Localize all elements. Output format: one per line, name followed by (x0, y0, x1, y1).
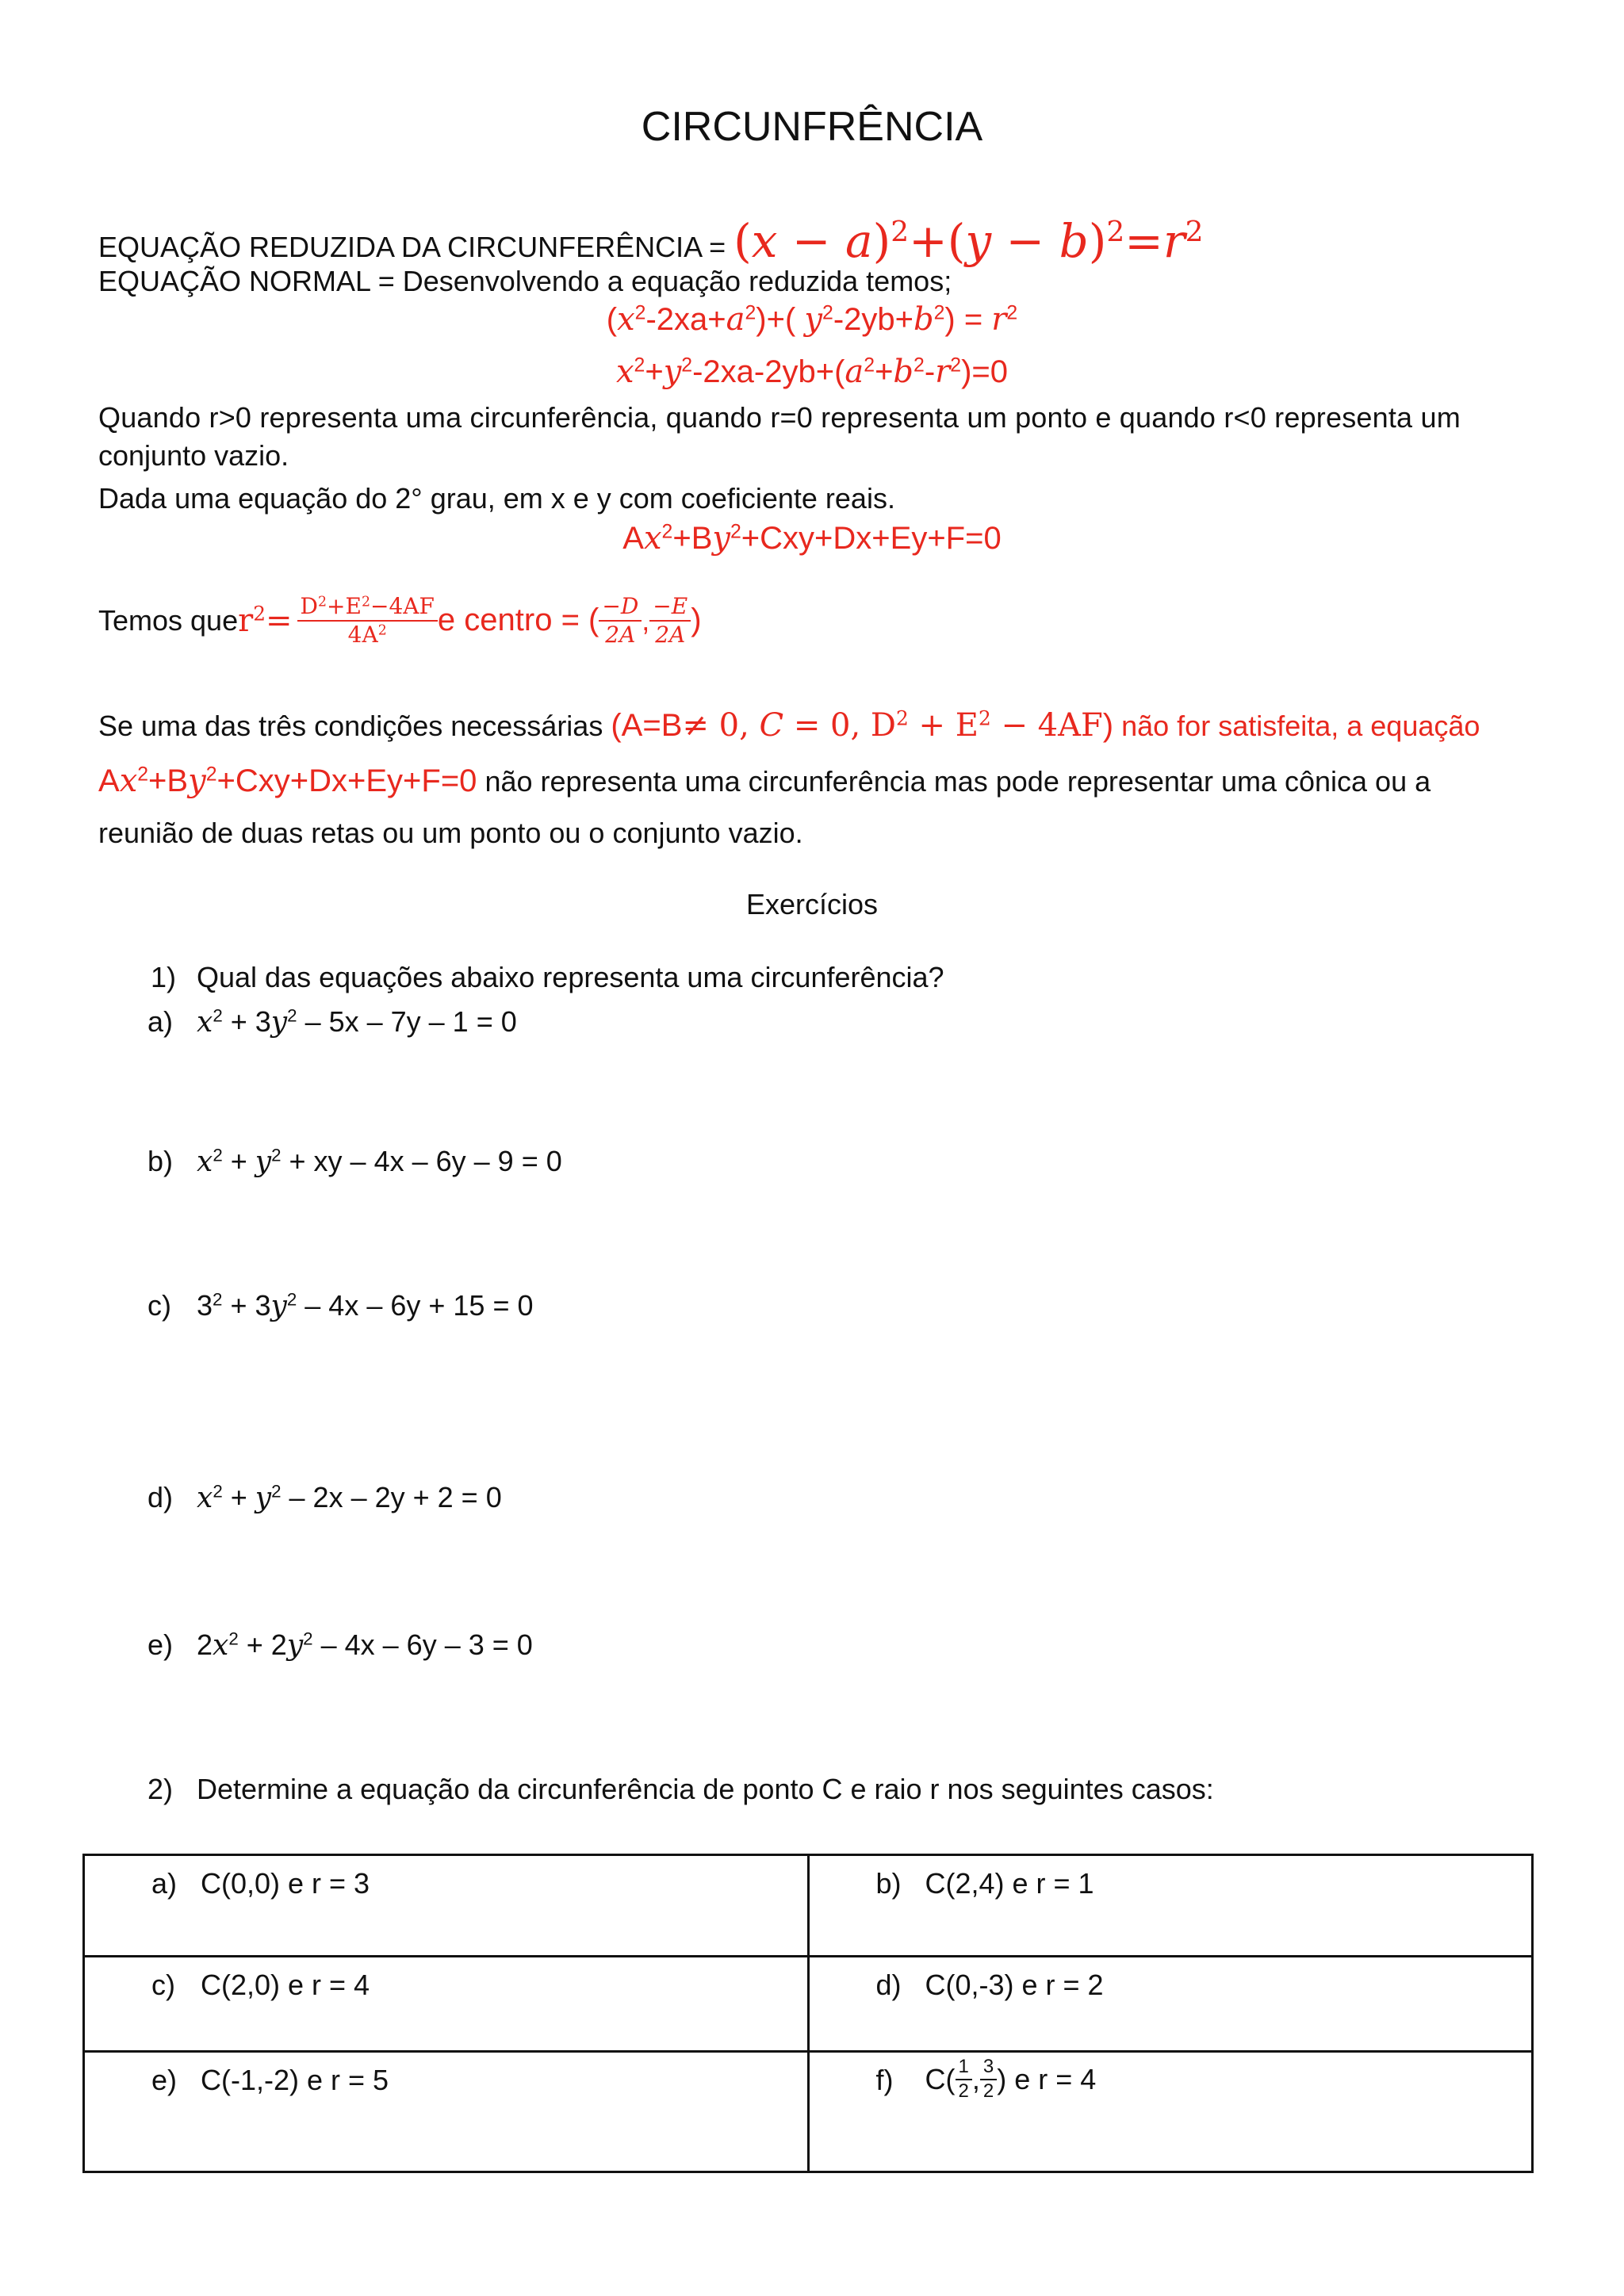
case-a-text: C(0,0) e r = 3 (201, 1867, 370, 1900)
q1-option-c-label: c) (147, 1289, 171, 1322)
case-f-x-denominator: 2 (958, 2080, 969, 2102)
exercises-heading: Exercícios (745, 888, 879, 920)
q1-option-d-label: d) (147, 1481, 174, 1513)
cases-table (82, 1854, 1534, 2173)
case-d-text: C(0,-3) e r = 2 (925, 1969, 1104, 2001)
center-x-denominator: 2A (605, 621, 636, 648)
case-c-cell (84, 1957, 809, 2052)
r-squared: $r^2=$ (238, 601, 293, 639)
case-b-cell (808, 1855, 1533, 1957)
q1-option-a-equation: $x^2 + 3y^2 - 5x - 7y - 1 = 0$ (197, 1005, 517, 1039)
question-1-number: 1) (151, 961, 177, 993)
center-y-denominator: 2A (655, 621, 686, 648)
normal-equation-line2: $x^2+y^2-2xa-2yb+(a^2+b^2-r^2)=0$ (615, 354, 1009, 390)
reduced-formula-text: $(x - a)^2+(y - b)^2=r^2$ (733, 214, 1204, 268)
case-f-y-numerator: 3 (980, 2056, 997, 2080)
conditions-prefix: Se uma das três condições necessárias (98, 710, 611, 742)
conditions-line1 (98, 707, 1480, 744)
cases-row (84, 1855, 1533, 1957)
case-b-label: b) (875, 1867, 902, 1900)
conditions-list: (A=B≠ 0, C = 0, $D^2 + E^2 - 4AF$) (611, 706, 1114, 744)
case-f-text (925, 2056, 1097, 2103)
q1-option-e-label: e) (147, 1628, 174, 1661)
case-f-prefix: C( (925, 2062, 956, 2095)
case-f-x-numerator: 1 (956, 2056, 972, 2080)
q1-option-b-equation: $x^2 + y^2$ + xy – 4x – 6y – 9 = 0 (197, 1145, 562, 1178)
radius-fraction-numerator: $D^2+E^2-4AF$ (297, 593, 438, 622)
question-2-text: Determine a equação da circunferência de ponto C e raio r nos seguintes casos: (197, 1773, 1214, 1805)
center-x-numerator: −D (599, 593, 642, 622)
case-f-comma: , (971, 2062, 980, 2095)
case-a-label: a) (151, 1867, 178, 1900)
paragraph-radius-cases (98, 401, 1526, 473)
reduced-equation-line (98, 214, 1203, 268)
case-d-cell (808, 1957, 1533, 2052)
cases-row (84, 1957, 1533, 2052)
q1-option-c-equation: $3^2 + 3y^2 - 4x - 6y + 15 = 0$ (197, 1289, 534, 1322)
conditions-line2 (98, 763, 1431, 799)
case-f-suffix: ) e r = 4 (997, 2062, 1097, 2095)
center-x-fraction (599, 593, 642, 648)
q1-option-d-equation: $x^2 + y^2 - 2x - 2y + 2 = 0$ (197, 1481, 502, 1514)
q1-option-b-label: b) (147, 1145, 174, 1177)
case-f-x-fraction (956, 2056, 972, 2103)
case-f-label: f) (875, 2064, 894, 2096)
center-y-fraction (649, 593, 691, 648)
normal-equation-label: EQUAÇÃO NORMAL = Desenvolvendo a equação reduzida temos; (98, 265, 952, 297)
conditions-suffix: não for satisfeita, a equação (1113, 710, 1480, 742)
conditions-line3: reunião de duas retas ou um ponto ou o conjunto vazio. (98, 817, 803, 849)
case-a-cell (84, 1855, 809, 1957)
radius-fraction (297, 593, 438, 648)
question-1-text: Qual das equações abaixo representa uma circunferência? (197, 961, 944, 993)
conditions-general-equation: $Ax^2+By^2+Cxy+Dx+Ey+F=0$ (98, 763, 477, 799)
center-comma: , (642, 603, 650, 637)
radius-center-formula (98, 593, 702, 648)
case-d-label: d) (875, 1969, 902, 2001)
case-f-y-denominator: 2 (982, 2080, 994, 2102)
q1-option-e-equation: $2x^2 + 2y^2 - 4x - 6y - 3 = 0$ (197, 1628, 533, 1662)
normal-equation-line1: $(x^2-2xa+a^2)+$( $y^2-2yb+b^2) = r^2$ (606, 301, 1018, 338)
case-f-y-fraction (980, 2056, 997, 2103)
centro-label: e centro = ( (437, 603, 599, 638)
cases-row (84, 2052, 1533, 2172)
center-close-paren: ) (691, 603, 702, 638)
temos-que-label: Temos que (98, 603, 239, 637)
case-b-text: C(2,4) e r = 1 (925, 1867, 1094, 1900)
reduced-equation-label: EQUAÇÃO REDUZIDA DA CIRCUNFERÊNCIA = (98, 231, 734, 263)
case-c-text: C(2,0) e r = 4 (201, 1969, 370, 2001)
case-e-label: e) (151, 2064, 178, 2096)
paragraph-radius-line1: Quando r>0 representa uma circunferência, quando r=0 representa um ponto e quando r<0 representa um (98, 401, 1461, 434)
case-e-text: C(-1,-2) e r = 5 (201, 2064, 389, 2096)
reduced-equation-formula (733, 214, 1203, 268)
radius-fraction-denominator: $4A^2$ (347, 621, 387, 648)
case-e-cell (84, 2052, 809, 2172)
paragraph-radius-line2: conjunto vazio. (98, 439, 289, 472)
conditions-line2-text: não representa uma circunferência mas pode representar uma cônica ou a (477, 765, 1431, 798)
q1-option-a-label: a) (147, 1005, 174, 1038)
case-f-cell (808, 2052, 1533, 2172)
question-2-number: 2) (147, 1773, 174, 1805)
page-title: CIRCUNFRÊNCIA (641, 104, 983, 150)
paragraph-second-degree: Dada uma equação do 2° grau, em x e y com coeficiente reais. (98, 482, 895, 515)
case-c-label: c) (151, 1969, 175, 2001)
general-equation: $Ax^2+By^2+Cxy+Dx+Ey+F=0$ (622, 520, 1002, 557)
center-y-numerator: −E (649, 593, 691, 622)
